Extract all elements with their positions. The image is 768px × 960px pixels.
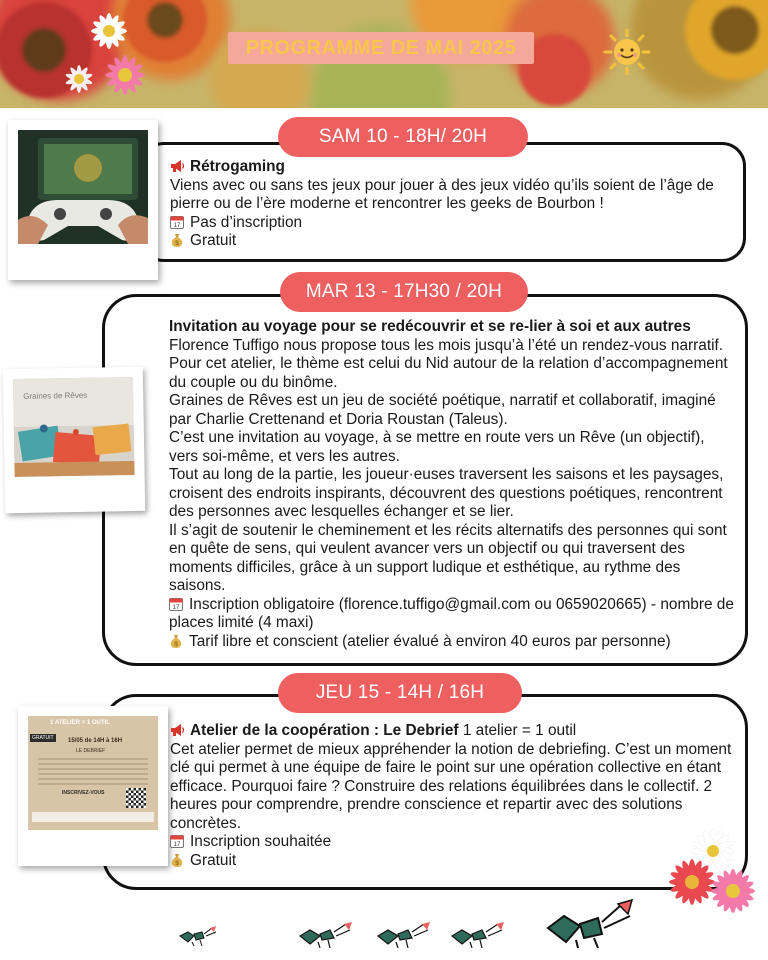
ant-icon — [544, 898, 640, 950]
event-description-2e: Il s’agit de soutenir le cheminement et les récits alternatifs des personnes qui sont en quête de sens, qui veulent avancer vers un objectif ou qui traversent des moments difficiles, grâce à un support ludique et esthétique, au rythme des saisons. — [169, 521, 727, 594]
money-bag-icon — [169, 634, 184, 648]
event-title-2: Invitation au voyage pour se redécouvrir et se re-lier à soi et aux autres — [169, 318, 691, 335]
ant-icon — [376, 920, 436, 948]
ant-icon — [178, 924, 220, 946]
daisy-icon — [88, 10, 130, 52]
megaphone-icon — [170, 159, 185, 173]
event-description-1: Viens avec ou sans tes jeux pour jouer à des jeux vidéo qu’ils soient de l’âge de pierre ou de l’ère moderne et rencontrer les geeks de Bourbon ! — [170, 176, 714, 212]
board-game-icon — [13, 377, 135, 477]
event-inscription-3: Inscription souhaitée — [190, 833, 332, 850]
event-description-2b: Graines de Rêves est un jeu de société poétique, narratif et collaboratif, imaginé par Charlie Crettenand et Doria Roustan (Taleus). — [169, 392, 716, 428]
event-body-1 — [170, 158, 732, 251]
svg-text:$: $ — [174, 640, 178, 648]
event-photo-3 — [18, 706, 168, 866]
event-price-3: Gratuit — [190, 851, 237, 869]
poster-date: 15/05 de 14H à 16H — [68, 738, 123, 744]
event-description-2c: C’est une invitation au voyage, à se mettre en route vers un Rêve (un objectif), vers soi-même, et vers les autres. — [169, 429, 705, 465]
event-date-1: SAM 10 - 18H/ 20H — [278, 117, 528, 157]
event-description-3: Cet atelier permet de mieux appréhender la notion de debriefing. C’est un moment clé qui permet à une équipe de faire le point sur une opération collective en étant efficace. Pourquoi faire ? Construire des relations équilibrées dans le collectif. 2 heures pour comprendre, prendre conscience et repartir avec des solutions concrètes. — [170, 740, 732, 832]
pink-flower-icon — [102, 52, 148, 98]
ant-icon — [450, 920, 510, 948]
calendar-icon — [169, 597, 184, 611]
event-title-3: Atelier de la coopération : Le Debrief — [190, 722, 459, 739]
event-description-2d: Tout au long de la partie, les joueur·euses traversent les saisons et les paysages, croisent des endroits inspirants, découvrent des questions poétiques, rencontrent des personnes avec lesquelles échanger et se lier. — [169, 466, 724, 520]
poster-cta: INSCRIVEZ-VOUS — [62, 790, 105, 796]
event-description-2a: Florence Tuffigo nous propose tous les mois jusqu’à l’été un rendez-vous narratif. Pour cet atelier, le thème est celui du Nid autour de la relation d’accompagnement du couple ou du binôme. — [169, 336, 728, 391]
event-photo-1 — [8, 120, 158, 280]
event-photo-2 — [3, 367, 145, 513]
event-inscription-2: Inscription obligatoire (florence.tuffigo@gmail.com ou 0659020665) - nombre de places limité (4 maxi) — [169, 595, 734, 631]
header-banner — [0, 0, 768, 108]
sun-icon — [603, 28, 651, 76]
board-game-caption: Graines de Rêves — [23, 390, 88, 401]
event-date-2: MAR 13 - 17H30 / 20H — [280, 272, 528, 312]
svg-text:17: 17 — [173, 842, 181, 848]
event-price-2: Tarif libre et conscient (atelier évalué à environ 40 euros par personne) — [189, 632, 671, 650]
gamepad-icon — [18, 130, 148, 244]
event-body-2 — [169, 318, 735, 651]
poster-badge: GRATUIT — [32, 735, 54, 741]
event-date-3: JEU 15 - 14H / 16H — [278, 673, 522, 713]
ant-icon — [298, 920, 358, 948]
pink-flower-icon — [708, 866, 758, 916]
event-title-1: Rétrogaming — [190, 158, 285, 175]
page-title: PROGRAMME DE MAI 2025 — [228, 32, 534, 64]
money-bag-icon — [170, 233, 185, 247]
calendar-icon — [170, 834, 185, 848]
small-daisy-icon — [62, 62, 96, 96]
svg-text:$: $ — [175, 240, 179, 247]
retrogaming-photo — [18, 130, 148, 244]
svg-text:17: 17 — [172, 604, 180, 611]
poster-heading: 1 ATELIER = 1 OUTIL — [50, 720, 110, 726]
qr-code-icon — [126, 788, 146, 808]
event-title-suffix-3: 1 atelier = 1 outil — [458, 722, 577, 739]
event-price-1: Gratuit — [190, 232, 237, 249]
event-inscription-1: Pas d’inscription — [190, 213, 303, 231]
board-game-photo — [13, 377, 135, 477]
poster-subheading: LE DEBRIEF — [76, 748, 106, 754]
event-body-3 — [170, 722, 732, 870]
money-bag-icon — [170, 853, 185, 867]
debrief-poster — [28, 716, 158, 830]
megaphone-icon — [170, 723, 185, 737]
svg-text:17: 17 — [173, 222, 181, 229]
svg-text:$: $ — [175, 859, 179, 867]
calendar-icon — [170, 215, 185, 229]
